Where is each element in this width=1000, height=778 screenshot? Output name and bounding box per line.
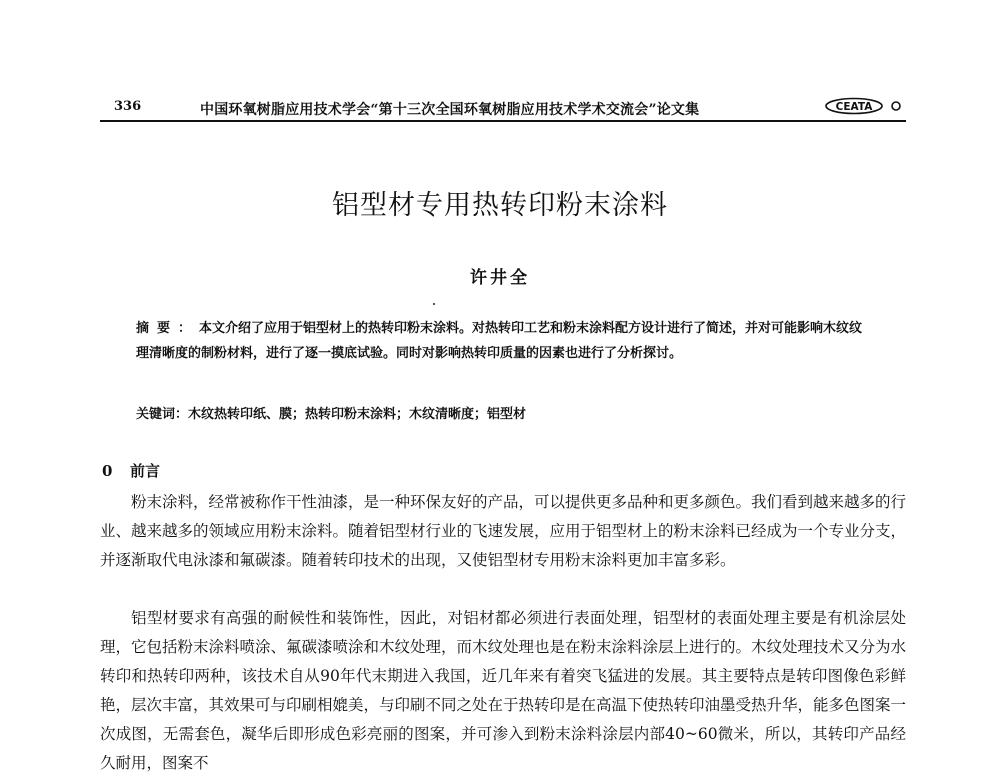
ceata-logo — [824, 97, 902, 115]
body-paragraph: 粉末涂料，经常被称作干性油漆，是一种环保友好的产品，可以提供更多品种和更多颜色。我们看到越来越多的行业、越来越多的领域应用粉末涂料。随着铝型材行业的飞速发展，应用于铝型材上的粉末涂料已经成为一个专业分支，并逐渐取代电泳漆和氟碳漆。随着转印技术的出现，又使铝型材专用粉末涂料更加丰富多彩。 — [100, 493, 907, 569]
abstract-label: 摘要： — [136, 321, 200, 336]
page-number: 336 — [114, 99, 142, 114]
keywords — [136, 404, 871, 426]
running-title: 中国环氧树脂应用技术学会“第十三次全国环氧树脂应用技术学术交流会”论文集 — [200, 102, 700, 118]
section-number: 0 — [102, 462, 113, 480]
paper-title: 铝型材专用热转印粉末涂料 — [332, 190, 668, 221]
running-header — [100, 98, 906, 122]
section-title: 前言 — [130, 462, 161, 480]
keywords-text: 木纹热转印纸、膜；热转印粉末涂料；木纹清晰度；铝型材 — [188, 407, 527, 422]
author-name: 许井全 — [470, 268, 530, 288]
section-heading — [102, 460, 160, 481]
abstract-text: 本文介绍了应用于铝型材上的热转印粉末涂料。对热转印工艺和粉末涂料配方设计进行了简述，并对可能影响木纹纹理清晰度的制粉材料，进行了逐一摸底试验。同时对影响热转印质量的因素也进行了分析探讨。 — [136, 321, 863, 361]
svg-text:CEATA: CEATA — [835, 101, 873, 113]
keywords-label: 关键词： — [136, 407, 189, 422]
abstract — [136, 316, 871, 366]
scan-speck — [433, 303, 435, 305]
body-paragraph: 铝型材要求有高强的耐候性和装饰性，因此，对铝材都必须进行表面处理，铝型材的表面处理主要是有机涂层处理，它包括粉末涂料喷涂、氟碳漆喷涂和木纹处理，而木纹处理也是在粉末涂料涂层上进行的。木纹处理技术又分为水转印和热转印两种，该技术自从90年代末期进入我国，近几年来有着突飞猛进的发展。其主要特点是转印图像色彩鲜艳，层次丰富，其效果可与印刷相媲美，与印刷不同之处在于热转印是在高温下使热转印油墨受热升华，能多色图案一次成图，无需套色，凝华后即形成色彩亮丽的图案，并可渗入到粉末涂料涂层内部40~60微米，所以，其转印产品经久耐用，图案不 — [100, 609, 907, 772]
